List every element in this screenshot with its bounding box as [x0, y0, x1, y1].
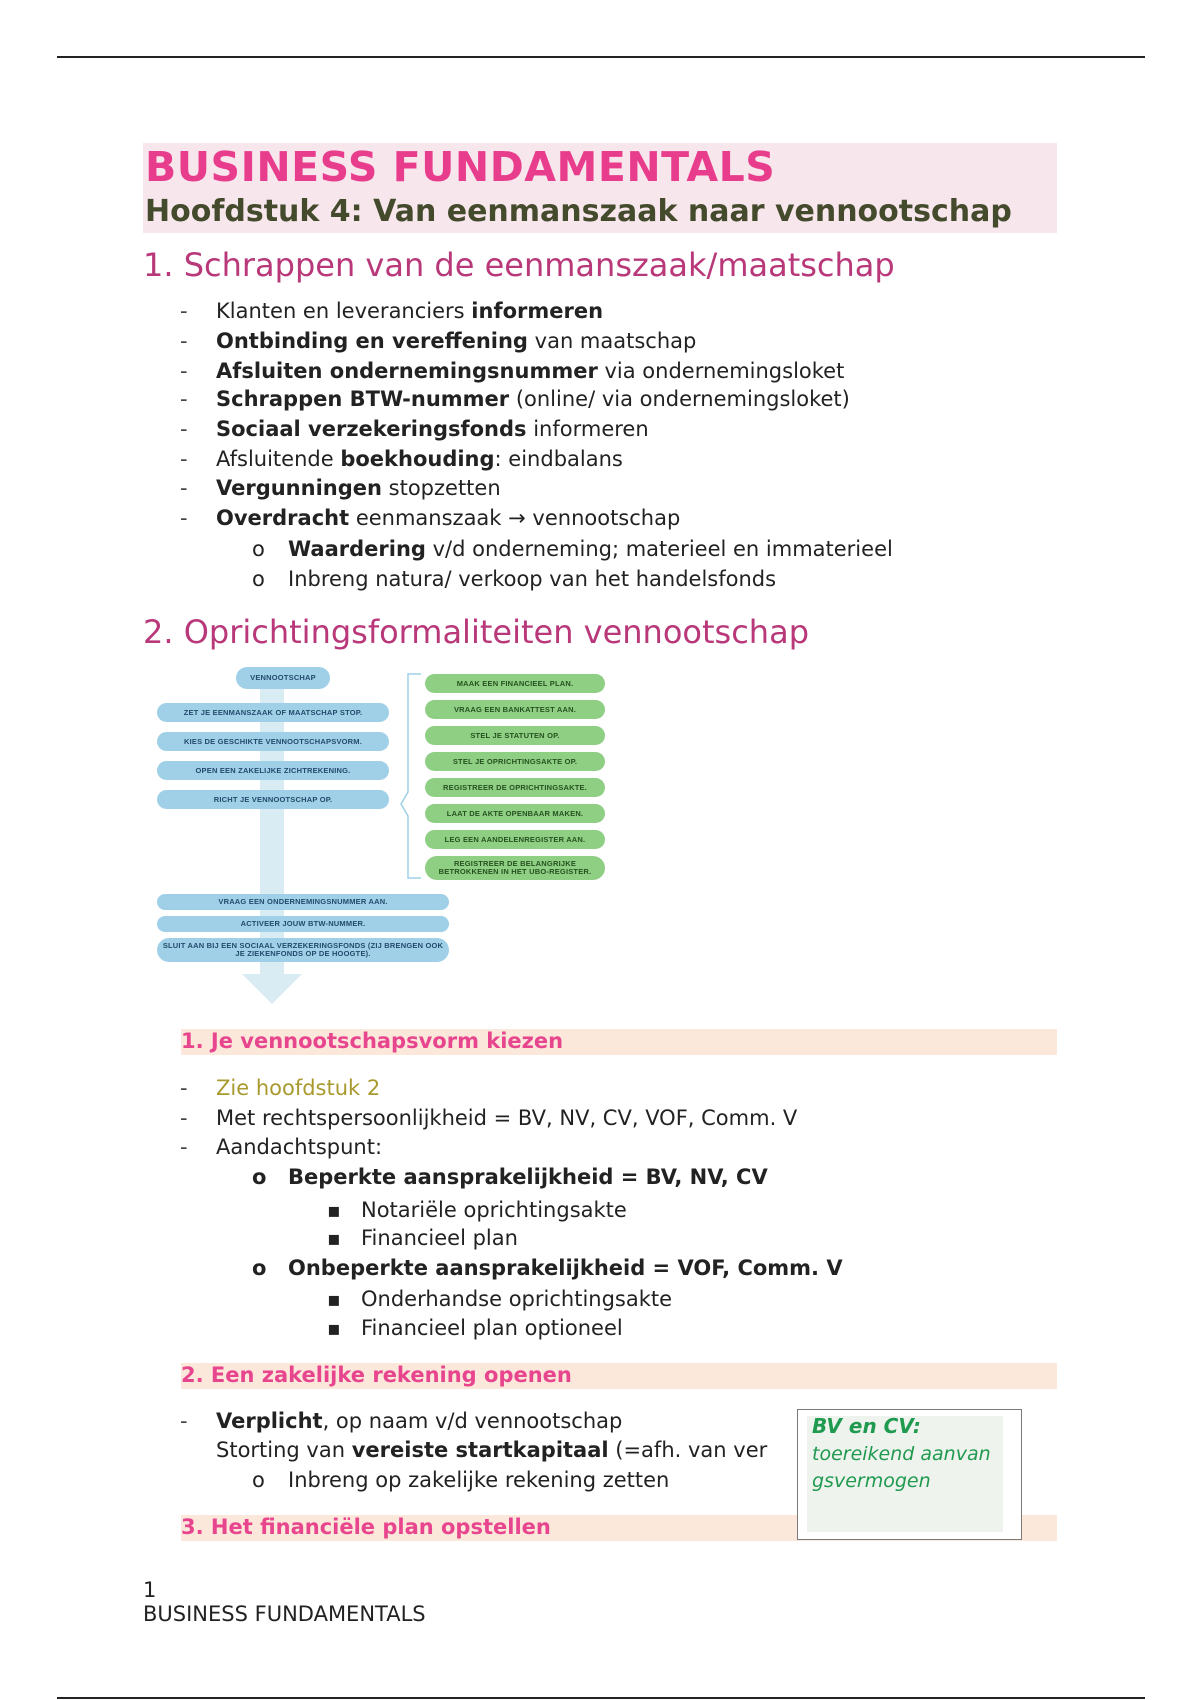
formalities-flow-diagram: [143, 664, 613, 1014]
diagram-right-step: LEG EEN AANDELENREGISTER AAN.: [425, 830, 605, 849]
diagram-left-step: RICHT JE VENNOOTSCHAP OP.: [157, 790, 389, 809]
diagram-right-step: REGISTREER DE OPRICHTINGSAKTE.: [425, 778, 605, 797]
list-subitem: o Inbreng natura/ verkoop van het handelsfonds: [288, 567, 776, 591]
subheading-3: 3. Het financiële plan opstellen: [181, 1515, 551, 1539]
diagram-left-step: ZET JE EENMANSZAAK OF MAATSCHAP STOP.: [157, 703, 389, 722]
list-item: - Ontbinding en vereffening van maatschap: [216, 329, 696, 353]
list-item: - Met rechtspersoonlijkheid = BV, NV, CV, VOF, Comm. V: [216, 1106, 797, 1130]
list-subitem: o Beperkte aansprakelijkheid = BV, NV, CV: [288, 1165, 768, 1189]
page-number: 1: [143, 1578, 157, 1602]
list-item: - Afsluiten ondernemingsnummer via ondernemingsloket: [216, 359, 844, 383]
diagram-left-step: KIES DE GESCHIKTE VENNOOTSCHAPSVORM.: [157, 732, 389, 751]
diagram-left-step: OPEN EEN ZAKELIJKE ZICHTREKENING.: [157, 761, 389, 780]
diagram-bottom-step: SLUIT AAN BIJ EEN SOCIAAL VERZEKERINGSFONDS (ZIJ BRENGEN OOK JE ZIEKENFONDS OP DE HOOGTE).: [157, 938, 449, 962]
diagram-right-step: REGISTREER DE BELANGRIJKE BETROKKENEN IN HET UBO-REGISTER.: [425, 856, 605, 880]
footer-rule: [57, 1697, 1145, 1699]
list-item: - Zie hoofdstuk 2: [216, 1076, 380, 1100]
flow-arrow-head: [242, 974, 302, 1004]
diagram-right-step: LAAT DE AKTE OPENBAAR MAKEN.: [425, 804, 605, 823]
list-subitem: o Inbreng op zakelijke rekening zetten: [288, 1468, 669, 1492]
diagram-right-step: VRAAG EEN BANKATTEST AAN.: [425, 700, 605, 719]
list-item: - Klanten en leveranciers informeren: [216, 299, 603, 323]
callout-text: toereikend aanvangsvermogen: [812, 1443, 991, 1492]
list-item: - Overdracht eenmanszaak → vennootschap: [216, 506, 680, 530]
document-subtitle: Hoofdstuk 4: Van eenmanszaak naar vennootschap: [145, 194, 1012, 229]
diagram-right-step: STEL JE OPRICHTINGSAKTE OP.: [425, 752, 605, 771]
diagram-right-step: STEL JE STATUTEN OP.: [425, 726, 605, 745]
subheading-1: 1. Je vennootschapsvorm kiezen: [181, 1029, 564, 1053]
list-item: - Verplicht, op naam v/d vennootschap: [216, 1409, 622, 1433]
list-item: - Schrappen BTW-nummer (online/ via ondernemingsloket): [216, 387, 850, 411]
list-subsubitem: ▪ Notariële oprichtingsakte: [361, 1198, 627, 1222]
list-subitem: o Waardering v/d onderneming; materieel en immaterieel: [288, 537, 893, 561]
diagram-bottom-step: ACTIVEER JOUW BTW-NUMMER.: [157, 916, 449, 932]
list-item: - Aandachtspunt:: [216, 1135, 382, 1159]
list-subsubitem: ▪ Financieel plan optioneel: [361, 1316, 623, 1340]
header-rule: [57, 56, 1145, 58]
document-title: BUSINESS FUNDAMENTALS: [145, 143, 776, 191]
footer-title: BUSINESS FUNDAMENTALS: [143, 1602, 426, 1626]
list-item: - Sociaal verzekeringsfonds informeren: [216, 417, 649, 441]
section-2-heading: 2. Oprichtingsformaliteiten vennootschap: [143, 613, 809, 651]
list-subsubitem: ▪ Financieel plan: [361, 1226, 518, 1250]
diagram-bottom-step: VRAAG EEN ONDERNEMINGSNUMMER AAN.: [157, 894, 449, 910]
callout-title: BV en CV:: [812, 1414, 921, 1438]
list-item: - Vergunningen stopzetten: [216, 476, 501, 500]
flow-arrow-shaft: [260, 684, 284, 976]
list-subitem: o Onbeperkte aansprakelijkheid = VOF, Comm. V: [288, 1256, 843, 1280]
bracket-connector: [401, 674, 421, 878]
list-subsubitem: ▪ Onderhandse oprichtingsakte: [361, 1287, 672, 1311]
list-item: - Storting van vereiste startkapitaal (=afh. van ver: [216, 1438, 794, 1462]
section-1-heading: 1. Schrappen van de eenmanszaak/maatschap: [143, 246, 895, 284]
list-item: - Afsluitende boekhouding: eindbalans: [216, 447, 623, 471]
diagram-top-label: VENNOOTSCHAP: [236, 667, 330, 689]
subheading-2: 2. Een zakelijke rekening openen: [181, 1363, 572, 1387]
diagram-right-step: MAAK EEN FINANCIEEL PLAN.: [425, 674, 605, 693]
